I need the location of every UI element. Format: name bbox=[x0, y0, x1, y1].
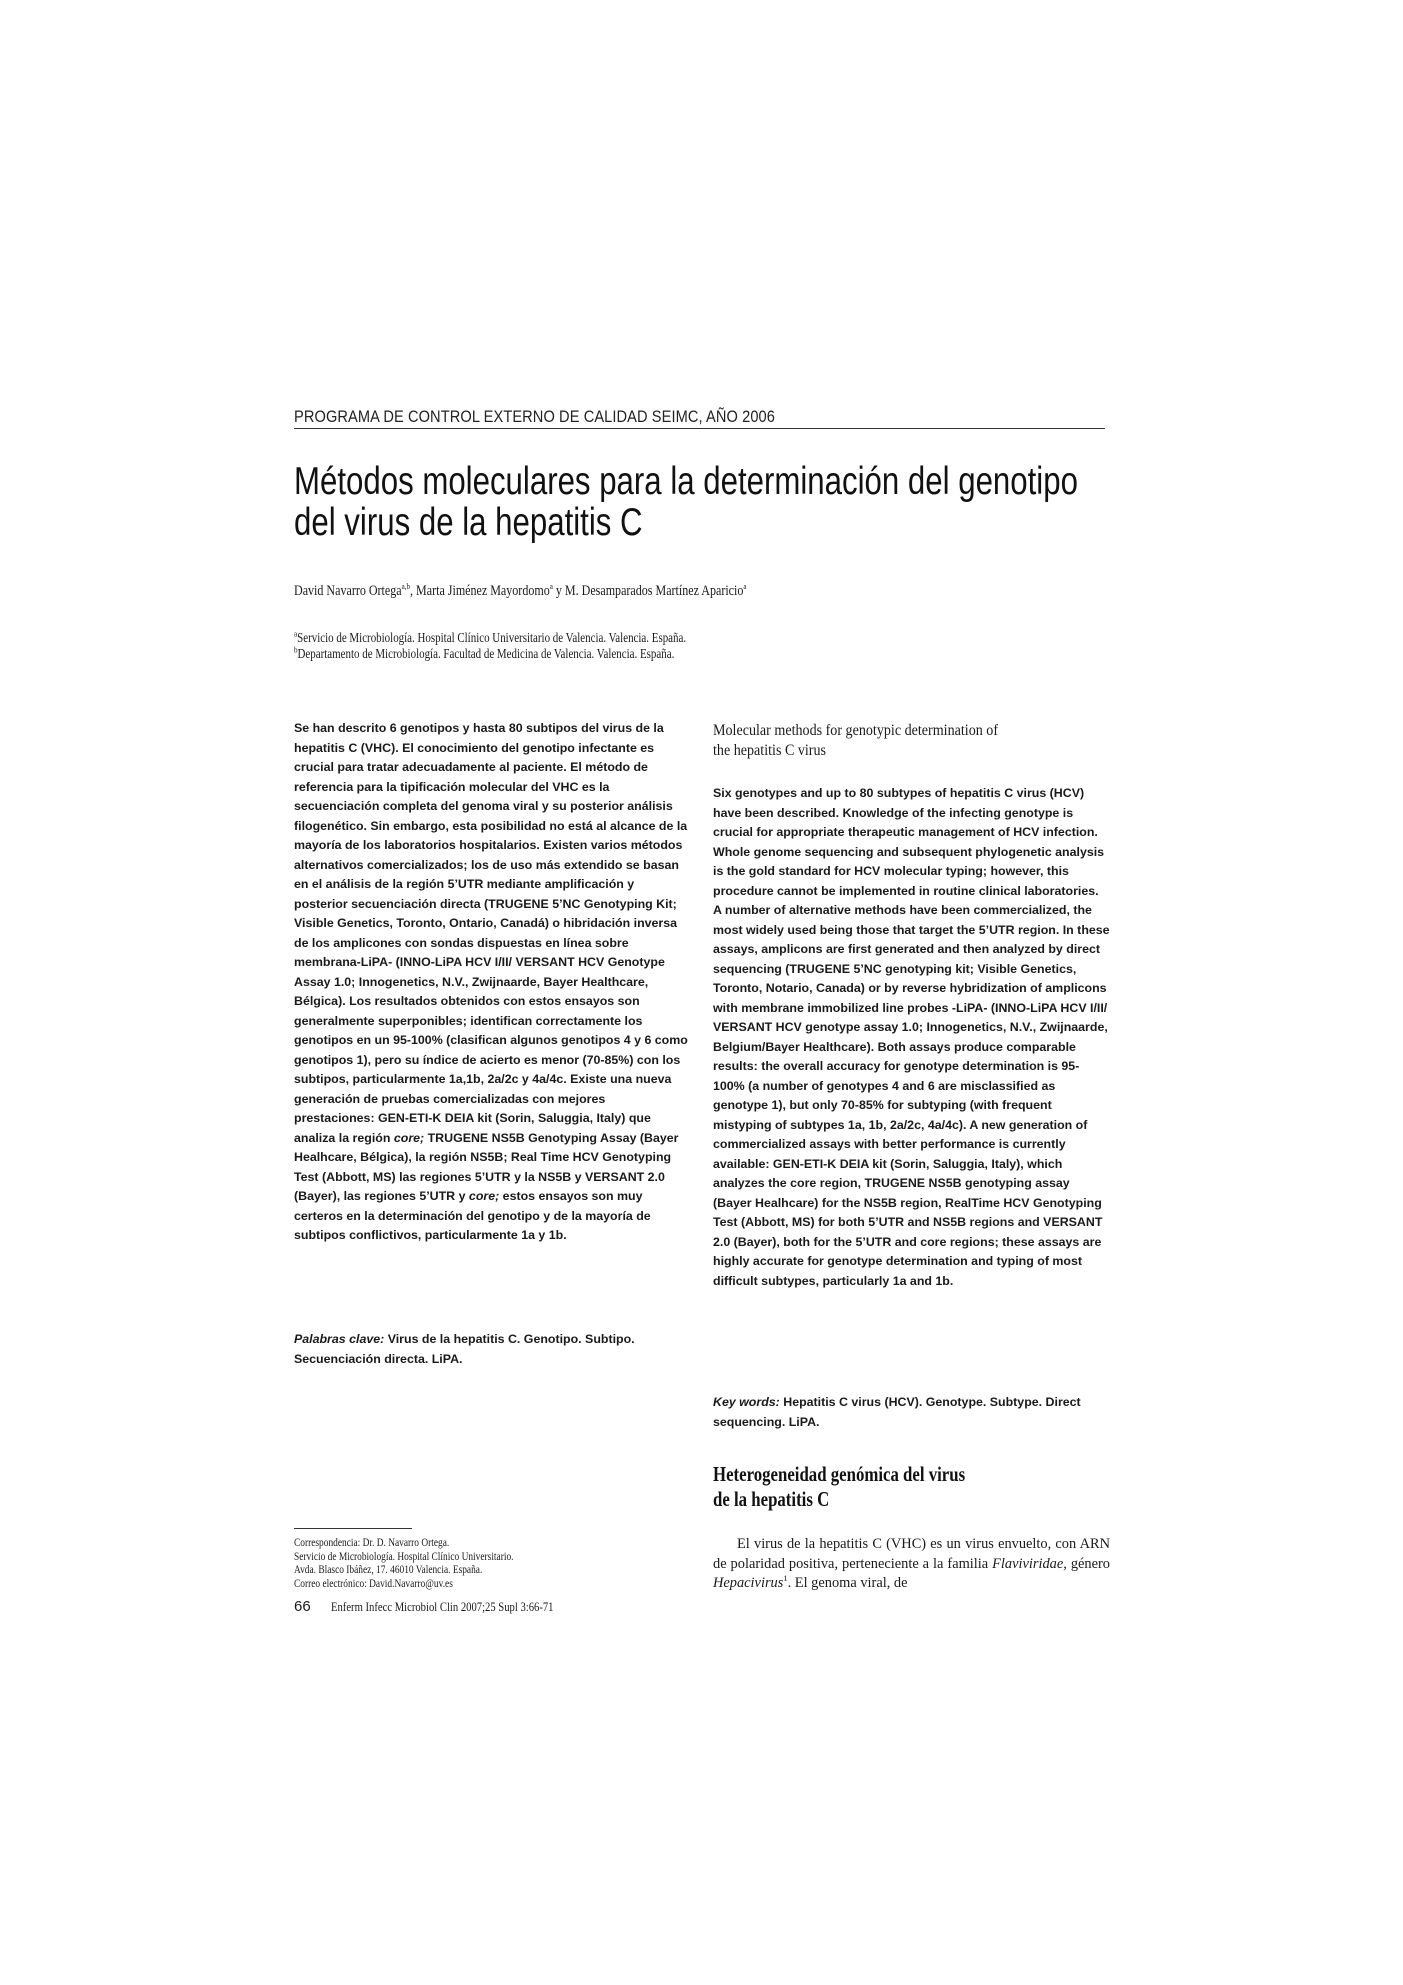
affiliation-line bbox=[294, 630, 1124, 646]
author-separator: y bbox=[552, 583, 565, 599]
correspondence-footnote bbox=[294, 1537, 714, 1591]
affiliations bbox=[294, 630, 1124, 662]
author-name: M. Desamparados Martínez Aparicio bbox=[564, 583, 744, 599]
author-list bbox=[294, 583, 1124, 600]
article-title bbox=[294, 460, 1078, 544]
header-rule bbox=[294, 428, 1105, 429]
section-heading bbox=[713, 1462, 1001, 1512]
keywords-text: Hepatitis C virus (HCV). Genotype. Subtype. Direct sequencing. LiPA. bbox=[713, 1395, 1081, 1429]
correspondence-email: Correo electrónico: David.Navarro@uv.es bbox=[294, 1577, 453, 1590]
abstract-italic-term: core; bbox=[393, 1130, 425, 1145]
keywords-spanish bbox=[294, 1330, 689, 1369]
body-text-segment: , género bbox=[1063, 1555, 1110, 1572]
abstract-spanish-text bbox=[294, 719, 689, 1246]
affiliation-line bbox=[294, 646, 1124, 662]
abstract-text-segment: estos ensayos son muy certeros en la determinación del genotipo y de la mayoría de subtipos conflictivos, particularmente 1a y 1b. bbox=[294, 1189, 651, 1242]
keywords-text: Virus de la hepatitis C. Genotipo. Subtipo. Secuenciación directa. LiPA. bbox=[294, 1332, 635, 1366]
taxon-genus: Hepacivirus bbox=[713, 1575, 784, 1592]
affiliation-mark: a bbox=[294, 628, 298, 639]
author-name: Marta Jiménez Mayordomo bbox=[416, 583, 550, 599]
abstract-italic-term: core; bbox=[468, 1189, 500, 1203]
author-affiliation-mark: a,b bbox=[401, 581, 411, 592]
keywords-english bbox=[713, 1393, 1110, 1432]
author-separator: , bbox=[410, 583, 417, 599]
affiliation-text: Servicio de Microbiología. Hospital Clínico Universitario de Valencia. Valencia. España. bbox=[297, 630, 687, 645]
taxon-family: Flaviviridae bbox=[992, 1555, 1064, 1572]
title-line-2: del virus de la hepatitis C bbox=[294, 501, 643, 544]
english-title: Molecular methods for genotypic determination of the hepatitis C virus bbox=[713, 722, 999, 759]
correspondence-line: Correspondencia: Dr. D. Navarro Ortega. bbox=[294, 1537, 450, 1549]
body-text-segment: . El genoma viral, de bbox=[787, 1575, 908, 1592]
correspondence-line: Avda. Blasco Ibáñez, 17. 46010 Valencia. España. bbox=[294, 1564, 483, 1577]
abstract-spanish bbox=[294, 719, 689, 1246]
series-title: PROGRAMA DE CONTROL EXTERNO DE CALIDAD SEIMC, AÑO 2006 bbox=[294, 407, 775, 426]
journal-citation: Enferm Infecc Microbiol Clin 2007;25 Supl 3:66-71 bbox=[331, 1600, 554, 1614]
footnote-rule bbox=[294, 1528, 412, 1529]
keywords-label: Key words: bbox=[713, 1395, 780, 1409]
title-line-1: Métodos moleculares para la determinación del genotipo bbox=[294, 460, 1078, 503]
body-text-segment: El virus de la hepatitis C (VHC) es un virus envuelto, con ARN de polaridad positiva, perteneciente a la familia bbox=[713, 1536, 1110, 1572]
section-heading-line-1: Heterogeneidad genómica del virus bbox=[713, 1462, 966, 1486]
abstract-text-segment: Se han descrito 6 genotipos y hasta 80 subtipos del virus de la hepatitis C (VHC). El conocimiento del genotipo infectante es crucial para tratar adecuadamente al paciente. El método de referencia para la tipificación molecular del VHC es la secuenciación completa del genoma viral y su posterior análisis filogenético. Sin embargo, esta posibilidad no está al alcance de la mayoría de los laboratorios hospitalarios. Existen varios métodos alternativos comercializados; los de uso más extendido se basan en el análisis de la región 5’UTR mediante amplificación y posterior secuenciación directa (TRUGENE 5’NC Genotyping Kit; Visible Genetics, Toronto, Ontario, Canadá) o hibridación inversa de los amplicones con sondas dispuestas en línea sobre membrana-LiPA- (INNO-LiPA HCV I/II/ VERSANT HCV Genotype Assay 1.0; Innogenetics, N.V., Zwijnaarde, Bayer Healthcare, Bélgica). Los resultados obtenidos con estos ensayos son generalmente superponibles; identifican correctamente los genotipos en un 95-100% (clasifican algunos genotipos 4 y 6 como genotipos 1), pero su índice de acierto es menor (70-85%) con los subtipos, particularmente 1a,1b, 2a/2c y 4a/4c. Existe una nueva generación de pruebas comercializadas con mejores prestaciones: GEN-ETI-K DEIA kit (Sorin, Saluggia, Italy) que analiza la región bbox=[294, 721, 688, 1145]
affiliation-mark: b bbox=[294, 644, 298, 655]
correspondence-line: Servicio de Microbiología. Hospital Clínico Universitario. bbox=[294, 1550, 514, 1563]
body-text bbox=[713, 1535, 1110, 1594]
body-paragraph bbox=[713, 1535, 1110, 1594]
keywords-label: Palabras clave: bbox=[294, 1332, 385, 1346]
abstract-english bbox=[713, 784, 1110, 1291]
page-number: 66 bbox=[294, 1598, 311, 1615]
abstract-english-text: Six genotypes and up to 80 subtypes of hepatitis C virus (HCV) have been described. Knowledge of the infecting genotype is crucial for appropriate therapeutic management of HCV infection. Whole genome sequencing and subsequent phylogenetic analysis is the gold standard for HCV molecular typing; however, this procedure cannot be implemented in routine clinical laboratories. A number of alternative methods have been commercialized, the most widely used being those that target the 5’UTR region. In these assays, amplicons are first generated and then analyzed by direct sequencing (TRUGENE 5’NC genotyping kit; Visible Genetics, Toronto, Notario, Canada) or by reverse hybridization of amplicons with membrane immobilized line probes -LiPA- (INNO-LiPA HCV I/II/ VERSANT HCV genotype assay 1.0; Innogenetics, N.V., Zwijnaarde, Belgium/Bayer Healthcare). Both assays produce comparable results: the overall accuracy for genotype determination is 95-100% (a number of genotypes 4 and 6 are misclassified as genotype 1), but only 70-85% for subtyping (with frequent mistyping of subtypes 1a, 1b, 2a/2c, 4a/4c). A new generation of commercialized assays with better performance is currently available: GEN-ETI-K DEIA kit (Sorin, Saluggia, Italy), which analyzes the core region, TRUGENE NS5B genotyping assay (Bayer Healhcare) for the NS5B region, RealTime HCV Genotyping Test (Abbott, MS) for both 5’UTR and NS5B regions and VERSANT 2.0 (Bayer), both for the 5’UTR and core regions; these assays are highly accurate for genotype determination and typing of most difficult subtypes, particularly 1a and 1b. bbox=[713, 786, 1110, 1288]
section-heading-line-2: de la hepatitis C bbox=[713, 1487, 830, 1511]
author-affiliation-mark: a bbox=[549, 581, 553, 592]
abstract-text-segment: TRUGENE NS5B Genotyping Assay (Bayer Healhcare, Bélgica), la región NS5B; Real Time HCV Genotyping Test (Abbott, MS) las regiones 5’UTR y la NS5B y VERSANT 2.0 (Bayer), las regiones 5’UTR y bbox=[294, 1130, 679, 1203]
author-affiliation-mark: a bbox=[743, 581, 747, 592]
reference-mark: 1 bbox=[783, 1573, 788, 1584]
author-name: David Navarro Ortega bbox=[294, 583, 402, 599]
affiliation-text: Departamento de Microbiología. Facultad de Medicina de Valencia. Valencia. España. bbox=[297, 646, 675, 661]
